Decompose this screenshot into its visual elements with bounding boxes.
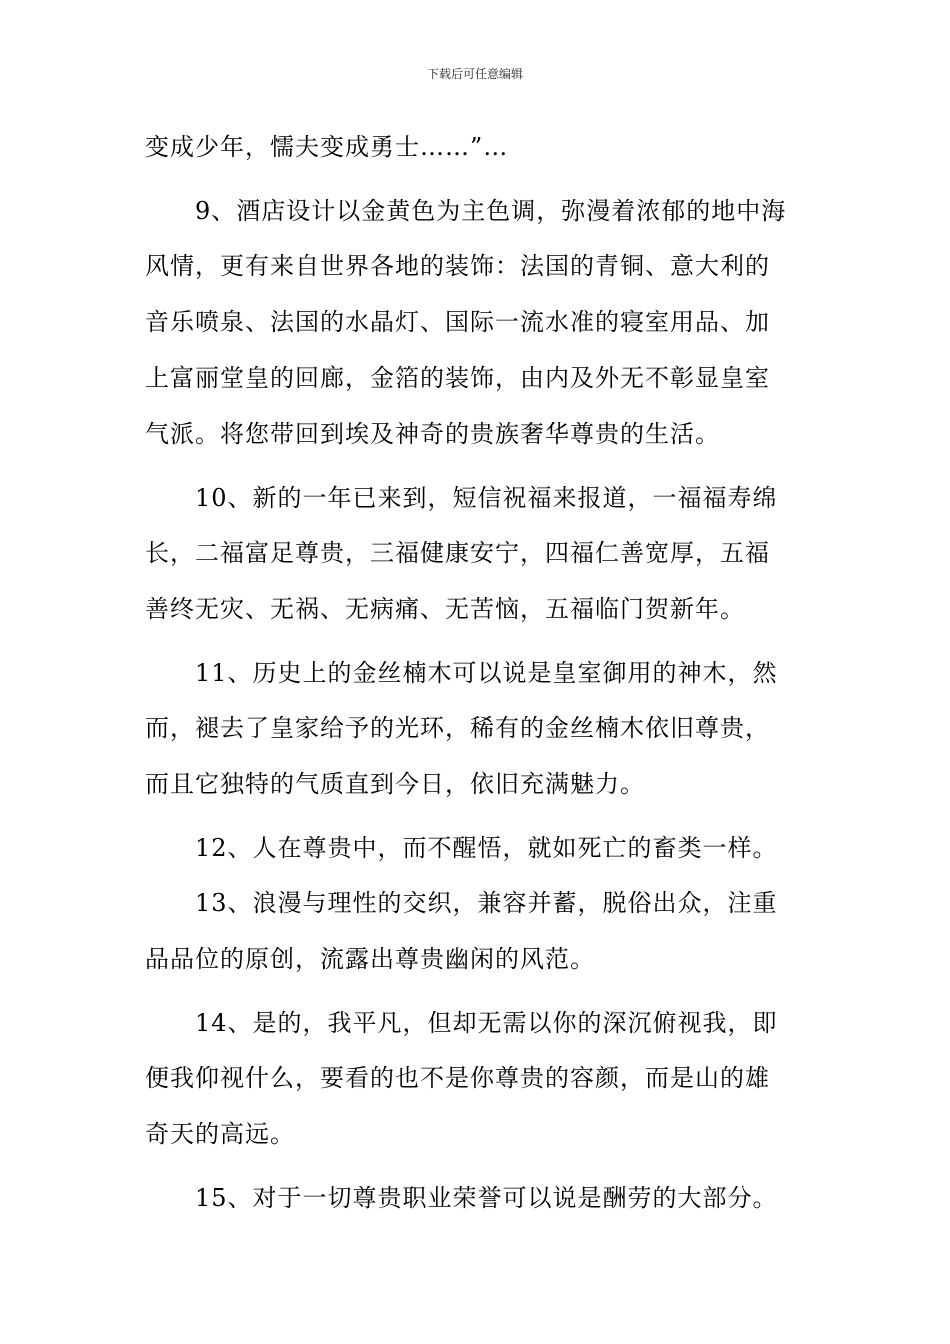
- header-note: 下载后可任意编辑: [426, 67, 523, 81]
- paragraph-9-line: 9、酒店设计以金黄色为主色调，弥漫着浓郁的地中海: [195, 197, 787, 225]
- paragraph-13-line: 品品位的原创，流露出尊贵幽闲的风范。: [145, 945, 595, 973]
- paragraph-14-line: 14、是的，我平凡，但却无需以你的深沉俯视我，即: [195, 1009, 778, 1037]
- paragraph-11-line: 而，褪去了皇家给予的光环，稀有的金丝楠木依旧尊贵，: [145, 714, 770, 742]
- text-line: 变成少年，懦夫变成勇士……”…: [145, 133, 509, 161]
- paragraph-10-line: 长，二福富足尊贵，三福健康安宁，四福仁善宽厚，五福: [145, 539, 770, 567]
- paragraph-9-line: 气派。将您带回到埃及神奇的贵族奢华尊贵的生活。: [145, 420, 720, 448]
- paragraph-15-line: 15、对于一切尊贵职业荣誉可以说是酬劳的大部分。: [195, 1184, 778, 1212]
- paragraph-13-line: 13、浪漫与理性的交织，兼容并蓄，脱俗出众，注重: [195, 889, 778, 917]
- paragraph-9-line: 上富丽堂皇的回廊，金箔的装饰，由内及外无不彰显皇室: [145, 364, 770, 392]
- paragraph-10-line: 10、新的一年已来到，短信祝福来报道，一福福寿绵: [195, 484, 778, 512]
- paragraph-14-line: 奇天的高远。: [145, 1120, 295, 1148]
- paragraph-14-line: 便我仰视什么，要看的也不是你尊贵的容颜，而是山的雄: [145, 1064, 770, 1092]
- paragraph-12-line: 12、人在尊贵中，而不醒悟，就如死亡的畜类一样。: [195, 834, 778, 862]
- paragraph-11-line: 11、历史上的金丝楠木可以说是皇室御用的神木，然: [195, 659, 778, 687]
- paragraph-9-line: 音乐喷泉、法国的水晶灯、国际一流水准的寝室用品、加: [145, 308, 770, 336]
- paragraph-11-line: 而且它独特的气质直到今日，依旧充满魅力。: [145, 770, 645, 798]
- paragraph-10-line: 善终无灾、无祸、无病痛、无苦恼，五福临门贺新年。: [145, 595, 745, 623]
- paragraph-9-line: 风情，更有来自世界各地的装饰：法国的青铜、意大利的: [145, 252, 770, 280]
